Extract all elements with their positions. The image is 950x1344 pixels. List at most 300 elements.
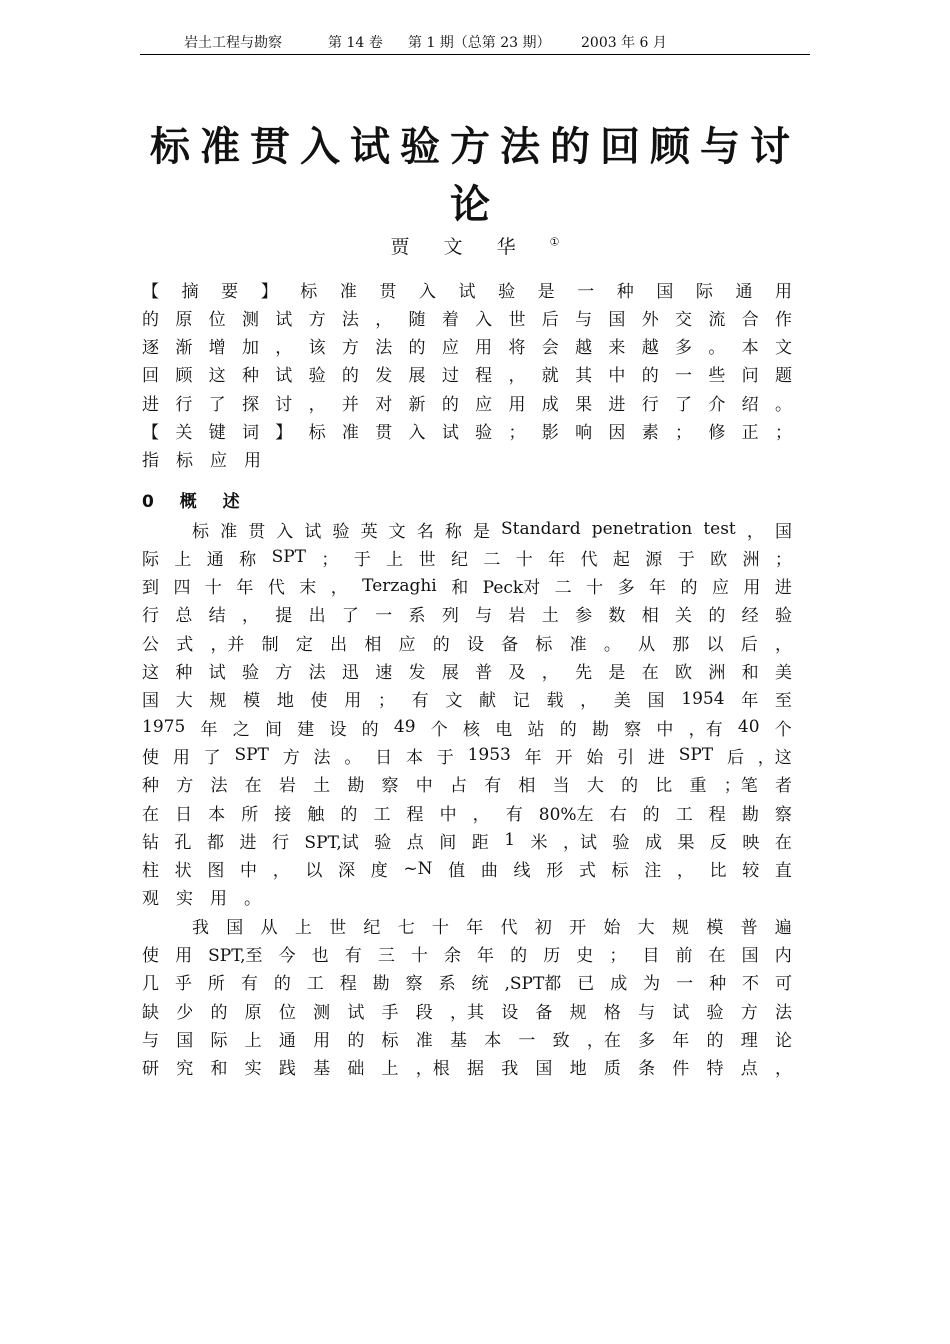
text-token: 上 — [381, 1059, 399, 1080]
text-token: 定 — [295, 634, 313, 655]
text-token: SPT — [271, 547, 306, 568]
text-token: 词 — [241, 423, 259, 443]
text-token: 1953 — [467, 745, 511, 766]
text-token: 制 — [261, 634, 279, 655]
text-token: 【 — [142, 281, 159, 302]
text-token: 进 — [239, 832, 257, 853]
text-token: 研 — [142, 1059, 159, 1080]
text-token: 备 — [535, 1002, 553, 1023]
text-token: 重 — [689, 776, 707, 797]
text-token: 应 — [210, 451, 227, 472]
text-token: 法 — [313, 747, 331, 768]
text-token: 直 — [774, 861, 792, 882]
text-token: 称 — [239, 549, 257, 570]
text-token: ， — [508, 366, 526, 387]
text-token: 论 — [774, 1030, 792, 1051]
text-token: 十 — [431, 917, 449, 938]
text-token: 总 — [175, 606, 193, 627]
text-token: 与 — [575, 309, 593, 330]
text-token: 开 — [569, 917, 587, 938]
body-line — [142, 996, 792, 1024]
text-token: 地 — [276, 691, 294, 712]
text-token: 响 — [575, 423, 593, 443]
text-token: 外 — [641, 309, 659, 330]
text-token: 讨 — [275, 394, 293, 415]
text-token: 后 — [740, 634, 758, 655]
text-token: ， — [541, 663, 559, 683]
text-token: 中 — [656, 719, 674, 740]
text-token: 验 — [374, 832, 392, 853]
text-token: 些 — [708, 366, 726, 387]
abstract-line — [142, 445, 792, 473]
text-token: 上 — [386, 549, 404, 570]
text-token: 勘 — [591, 719, 609, 740]
text-token: 始 — [586, 747, 604, 768]
text-token: 年 — [741, 691, 759, 712]
text-token: 】 — [260, 281, 278, 302]
text-token: 程 — [406, 804, 424, 825]
text-token: 备 — [501, 634, 519, 655]
text-token: 并 — [341, 394, 359, 415]
text-token: 有 — [240, 974, 258, 995]
text-token: 历 — [543, 946, 561, 966]
text-token: 公 — [142, 634, 159, 655]
author-note-marker: ① — [549, 235, 560, 249]
text-token: 始 — [603, 917, 621, 938]
text-token: 土 — [313, 776, 331, 797]
text-token: 日 — [375, 747, 393, 768]
text-token: 映 — [742, 832, 760, 853]
text-token: 进 — [608, 394, 626, 415]
text-token: ，其 — [449, 1002, 484, 1023]
text-token: 使 — [142, 747, 159, 768]
text-token: 入 — [418, 281, 436, 302]
text-token: ； — [321, 549, 339, 570]
text-token: 数 — [608, 606, 626, 627]
body-line — [142, 855, 792, 883]
text-token: 关 — [675, 606, 692, 627]
text-token: 作 — [774, 309, 792, 330]
text-token: 问 — [741, 366, 759, 387]
text-token: 该 — [308, 338, 326, 359]
text-token: 的 — [642, 804, 660, 825]
text-token: 十 — [204, 578, 222, 599]
body-line — [142, 770, 792, 798]
text-token: 观 — [142, 889, 159, 910]
text-token: 末 — [299, 578, 317, 599]
text-token: 的 — [432, 634, 450, 655]
body-line — [142, 940, 792, 968]
text-token: 应 — [441, 338, 459, 359]
text-token: 验 — [774, 606, 792, 627]
text-token: 个 — [774, 719, 792, 740]
text-token: 孔 — [174, 832, 192, 853]
text-token: 标 — [611, 861, 629, 882]
text-token: ，并 — [210, 634, 245, 655]
text-token: 史 — [576, 946, 594, 966]
text-token: 贯 — [375, 423, 393, 443]
text-token: 的 — [706, 1030, 724, 1051]
text-token: 三 — [377, 946, 395, 966]
text-token: 使 — [142, 946, 159, 966]
text-token: 1 — [504, 830, 516, 851]
author-name: 贾 文 华 — [390, 236, 530, 258]
text-token: 发 — [375, 366, 393, 387]
text-token: ， — [275, 338, 293, 359]
text-token: ； — [774, 549, 792, 570]
section-heading: 0 概 述 — [142, 492, 250, 512]
text-token: ； — [377, 691, 395, 712]
text-token: 使 — [310, 691, 328, 712]
text-token: 工 — [373, 804, 391, 825]
text-token: 至 — [774, 691, 792, 712]
text-token: 就 — [541, 366, 559, 387]
text-token: 对 — [375, 394, 393, 415]
text-token: 比 — [655, 776, 673, 797]
text-token: 设 — [501, 1002, 519, 1023]
text-token: 于 — [353, 549, 371, 570]
text-token: test — [703, 519, 736, 539]
text-token: 回 — [142, 366, 159, 387]
text-token: 与 — [638, 1002, 656, 1023]
text-token: 规 — [569, 1002, 587, 1023]
body-line — [142, 600, 792, 628]
text-token: 到 — [142, 578, 159, 599]
text-token: 在 — [774, 832, 792, 853]
text-token: 可 — [774, 974, 792, 995]
text-token: 之 — [232, 719, 250, 740]
text-token: 用 — [775, 281, 792, 302]
text-token: 个 — [430, 719, 448, 740]
text-token: 于 — [677, 549, 695, 570]
text-token: 的 — [341, 366, 359, 387]
text-token: 种 — [175, 663, 193, 683]
text-token: ，试 — [562, 832, 597, 853]
text-token: 形 — [546, 861, 564, 882]
text-token: 的 — [142, 309, 159, 330]
text-token: 用 — [175, 946, 193, 966]
text-token: 段 — [415, 1002, 433, 1023]
text-token: ；笔 — [723, 776, 758, 797]
text-token: 文 — [388, 521, 406, 542]
text-token: 国 — [608, 309, 626, 330]
text-token: 电 — [495, 719, 513, 740]
text-token: 法 — [210, 776, 228, 797]
text-token: 相 — [641, 606, 659, 627]
text-token: 勘 — [347, 776, 365, 797]
text-token: 用 — [508, 394, 526, 415]
body-line — [142, 657, 792, 685]
text-token: 实 — [244, 1059, 262, 1080]
text-token: 正 — [741, 423, 759, 443]
text-token: 试 — [304, 521, 322, 542]
text-token: 的 — [340, 804, 358, 825]
text-token: 相 — [364, 634, 382, 655]
text-token: 中 — [439, 804, 457, 825]
text-token: 法 — [341, 309, 359, 330]
text-token: 在 — [708, 946, 726, 966]
text-token: 纪 — [363, 917, 381, 938]
text-token: 洲 — [708, 663, 726, 683]
text-token: 准 — [220, 521, 238, 542]
text-token: 所 — [207, 974, 225, 995]
text-token: 国 — [226, 917, 244, 938]
text-token: 标 — [192, 521, 209, 542]
text-token: 成 — [644, 832, 662, 853]
text-token: 关 — [175, 423, 193, 443]
text-token: 验 — [308, 366, 326, 387]
text-token: 后 — [541, 309, 559, 330]
text-token: 工 — [306, 974, 324, 995]
text-token: 触 — [307, 804, 325, 825]
text-token: 80%左 — [538, 804, 594, 825]
text-token: 和 — [210, 1059, 228, 1080]
text-token: 上 — [174, 549, 192, 570]
text-token: 的 — [559, 719, 577, 740]
text-token: 通 — [278, 1030, 296, 1051]
text-token: 值 — [448, 861, 466, 882]
text-token: 加 — [241, 338, 259, 359]
text-token: 洲 — [742, 549, 760, 570]
text-token: 贯 — [248, 521, 266, 542]
text-token: 目 — [642, 946, 660, 966]
text-token: 从 — [260, 917, 278, 938]
text-token: SPT,至 — [208, 946, 263, 966]
text-token: 内 — [774, 946, 792, 966]
text-token: 七 — [397, 917, 415, 938]
text-token: 统 — [471, 974, 489, 995]
text-token: 称 — [444, 521, 462, 542]
text-token: 十 — [515, 549, 533, 570]
text-token: 二 — [554, 578, 572, 599]
text-token: 越 — [641, 338, 659, 359]
text-token: 二 — [483, 549, 501, 570]
text-token: 探 — [241, 394, 259, 415]
text-token: 日 — [175, 804, 193, 825]
text-token: 柱 — [142, 861, 159, 882]
text-token: 了 — [208, 394, 226, 415]
header-journal: 岩土工程与勘察 — [184, 35, 282, 51]
text-token: 国 — [741, 946, 759, 966]
text-token: 的 — [708, 606, 726, 627]
text-token: 过 — [441, 366, 459, 387]
text-token: 方 — [740, 1002, 758, 1023]
text-token: 种 — [241, 366, 259, 387]
text-token: 素 — [641, 423, 659, 443]
body-line — [142, 1024, 792, 1052]
text-token: 成 — [541, 394, 559, 415]
abstract-line — [142, 388, 792, 416]
text-token: 初 — [534, 917, 552, 938]
text-token: 已 — [577, 974, 595, 995]
text-token: 是 — [608, 663, 626, 683]
text-token: 践 — [278, 1059, 296, 1080]
text-token: 代 — [267, 578, 285, 599]
text-token: 缺 — [142, 1002, 159, 1023]
text-token: 土 — [541, 606, 559, 627]
text-token: 结 — [208, 606, 226, 627]
text-token: 多 — [617, 578, 635, 599]
text-token: 是 — [472, 521, 490, 542]
text-token: 本 — [484, 1030, 502, 1051]
text-token: 法 — [308, 663, 326, 683]
text-token: 普 — [740, 917, 758, 938]
text-token: 以 — [706, 634, 724, 655]
text-token: 有 — [344, 946, 362, 966]
text-token: 和 — [741, 663, 759, 683]
text-token: 验 — [475, 423, 493, 443]
text-token: 年 — [524, 747, 542, 768]
text-token: 了 — [341, 606, 359, 627]
text-token: 上 — [294, 917, 312, 938]
text-token: 法 — [375, 338, 393, 359]
body-line — [142, 685, 792, 713]
text-token: 规 — [671, 917, 689, 938]
text-token: 提 — [275, 606, 293, 627]
text-token: 有 — [484, 776, 502, 797]
text-token: 多 — [675, 338, 692, 359]
text-token: ； — [508, 423, 526, 443]
text-token: 引 — [617, 747, 635, 768]
author-line — [140, 232, 810, 259]
text-token: 的 — [441, 394, 459, 415]
text-token: 式 — [578, 861, 596, 882]
text-token: 设 — [329, 719, 347, 740]
text-token: 曲 — [480, 861, 498, 882]
text-token: 40 — [737, 717, 760, 738]
text-token: 式 — [176, 634, 194, 655]
text-token: 方 — [308, 309, 326, 330]
text-token: 49 — [393, 717, 416, 738]
text-token: 果 — [575, 394, 593, 415]
text-token: 一 — [577, 281, 595, 302]
text-token: 美 — [613, 691, 631, 712]
text-token: 年 — [477, 946, 495, 966]
text-token: 应 — [475, 394, 493, 415]
text-token: 的 — [680, 578, 698, 599]
text-token: 试 — [275, 309, 293, 330]
text-token: 年 — [649, 578, 667, 599]
text-token: 度 — [370, 861, 388, 882]
text-token: 的 — [210, 1002, 228, 1023]
text-token: Terzaghi — [362, 575, 437, 596]
text-token: 准 — [339, 281, 357, 302]
text-token: 点 — [406, 832, 424, 853]
text-token: 规 — [209, 691, 227, 712]
abstract-line — [142, 417, 792, 445]
text-token: ； — [609, 946, 627, 966]
text-token: 先 — [575, 663, 593, 683]
text-token: 几 — [142, 974, 159, 995]
text-token: 贯 — [379, 281, 397, 302]
text-token: 我 — [192, 917, 209, 938]
text-token: 参 — [575, 606, 593, 627]
text-token: 展 — [408, 366, 426, 387]
text-token: 修 — [708, 423, 726, 443]
text-token: 标 — [300, 281, 318, 302]
text-token: 越 — [575, 338, 593, 359]
body-line — [192, 515, 792, 543]
text-token: 与 — [475, 606, 493, 627]
text-token: 中 — [415, 776, 433, 797]
text-token: 当 — [552, 776, 570, 797]
text-token: 方 — [282, 747, 300, 768]
text-token: 基 — [449, 1030, 467, 1051]
text-token: 是 — [537, 281, 555, 302]
text-token: ； — [774, 423, 792, 443]
text-token: 地 — [569, 1059, 587, 1080]
text-token: 进 — [647, 747, 665, 768]
text-token: 年 — [548, 549, 566, 570]
text-token: 本 — [208, 804, 226, 825]
text-token: 在 — [142, 804, 159, 825]
text-token: 试 — [275, 366, 293, 387]
text-token: ， — [746, 521, 764, 542]
text-token: 条 — [638, 1059, 656, 1080]
abstract-line — [142, 303, 792, 331]
text-token: 验 — [612, 832, 630, 853]
text-token: 的 — [621, 776, 639, 797]
text-token: 都 — [206, 832, 224, 853]
text-token: 应 — [711, 578, 729, 599]
text-token: 与 — [142, 1030, 159, 1051]
text-token: 法 — [774, 1002, 792, 1023]
text-token: ，有 — [688, 719, 723, 740]
body-line — [142, 798, 792, 826]
text-token: 世 — [418, 549, 436, 570]
text-token: 建 — [297, 719, 315, 740]
text-token: 入 — [475, 309, 493, 330]
text-token: 不 — [742, 974, 760, 995]
text-token: 美 — [774, 663, 792, 683]
text-token: 标 — [308, 423, 326, 443]
body-line — [142, 826, 792, 854]
text-token: 有 — [505, 804, 523, 825]
text-token: 米 — [530, 832, 548, 853]
text-token: 成 — [610, 974, 628, 995]
text-token: ， — [676, 861, 694, 882]
text-token: 行 — [271, 832, 289, 853]
text-token: SPT — [678, 745, 714, 766]
body-line — [192, 911, 792, 939]
text-token: 我 — [501, 1059, 519, 1080]
text-token: 用 — [244, 451, 261, 472]
text-token: 右 — [609, 804, 627, 825]
text-token: 种 — [616, 281, 634, 302]
text-token: 因 — [608, 423, 626, 443]
text-token: 速 — [375, 663, 393, 683]
running-header — [140, 34, 810, 55]
text-token: ， — [272, 861, 290, 882]
body-line — [142, 883, 792, 911]
text-token: 用 — [344, 691, 362, 712]
text-token: 线 — [513, 861, 531, 882]
text-token: ， — [774, 1059, 792, 1080]
text-token: 新 — [408, 394, 426, 415]
text-token: 行 — [175, 394, 193, 415]
text-token: 从 — [638, 634, 656, 655]
text-token: 影 — [541, 423, 559, 443]
text-token: 】 — [275, 423, 293, 443]
text-token: 【 — [142, 423, 159, 443]
text-token: 比 — [709, 861, 727, 882]
text-token: 名 — [416, 521, 434, 542]
text-token: 发 — [408, 663, 426, 683]
text-token: 的 — [510, 946, 528, 966]
text-token: 增 — [208, 338, 226, 359]
text-token: ,SPT都 — [504, 974, 562, 995]
text-token: Standard — [501, 519, 581, 539]
